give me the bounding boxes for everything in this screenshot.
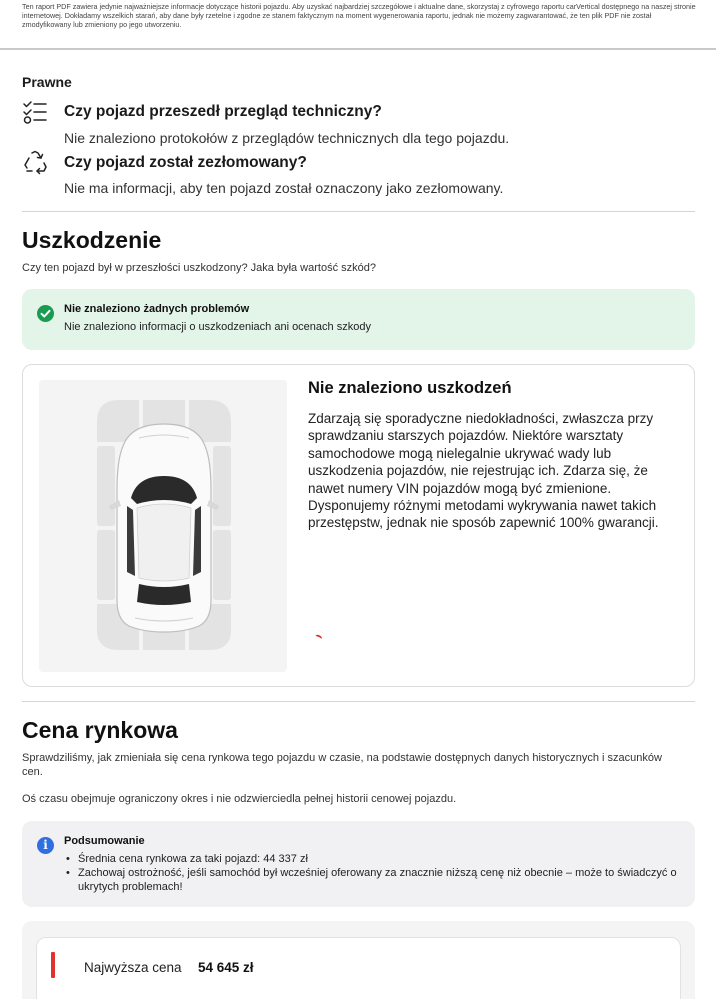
highest-price-label: Najwyższa cena bbox=[84, 960, 182, 975]
summary-title: Podsumowanie bbox=[64, 835, 145, 847]
price-accent-bar bbox=[51, 952, 55, 978]
summary-item-warning: • Zachowaj ostrożność, jeśli samochód był wcześniej oferowany za znacznie niższą cenę niż obecnie – może to świadczyć o ukrytych problemach! bbox=[64, 866, 684, 894]
pdf-disclaimer: Ten raport PDF zawiera jedynie najważniejsze informacje dotyczące historii pojazdu. Aby uzyskać najbardziej szczegółowe i aktualne dane, skorzystaj z cyfrowego raportu carVertical dostępnego na naszej stronie internetowej. Dokładamy wszelkich starań, aby dane były rzetelne i zgodne ze stanem faktycznym na moment wygenerowania raportu, jednak nie możemy zagwarantować, że ten plik PDF nie został zmodyfikowany lub zmieniony po jego utworzeniu. bbox=[22, 2, 696, 30]
inspection-answer: Nie znaleziono protokołów z przeglądów technicznych dla tego pojazdu. bbox=[64, 130, 510, 146]
header-divider bbox=[0, 48, 716, 50]
highest-price-value: 54 645 zł bbox=[198, 960, 254, 975]
summary-box bbox=[22, 821, 695, 907]
checklist-icon bbox=[22, 99, 48, 125]
alert-text: Nie znaleziono informacji o uszkodzeniach ani ocenach szkody bbox=[64, 321, 371, 333]
summary-list bbox=[64, 852, 684, 894]
scrapped-answer: Nie ma informacji, aby ten pojazd został oznaczony jako zezłomowany. bbox=[64, 180, 504, 196]
section-divider bbox=[22, 211, 695, 212]
timeline-note: Oś czasu obejmuje ograniczony okres i nie odzwierciedla pełnej historii cenowej pojazdu. bbox=[22, 793, 457, 805]
damage-section-title: Uszkodzenie bbox=[22, 227, 162, 253]
market-price-title: Cena rynkowa bbox=[22, 717, 178, 743]
section-divider bbox=[22, 701, 695, 702]
alert-title: Nie znaleziono żadnych problemów bbox=[64, 303, 250, 315]
red-mark bbox=[314, 634, 322, 641]
damage-section-subtitle: Czy ten pojazd był w przeszłości uszkodzony? Jaka była wartość szkód? bbox=[22, 262, 376, 274]
recycle-icon bbox=[22, 150, 48, 176]
highest-price-card bbox=[36, 937, 681, 999]
damage-card-text: Zdarzają się sporadyczne niedokładności, zwłaszcza przy sprawdzaniu starszych pojazdów. Niektóre warsztaty samochodowe mogą nielegalnie ukrywać wady lub uszkodzenia pojazdów, nie rejestrując ich. Zdarza się, że nawet numery VIN pojazdów mogą być zmienione. Dysponujemy różnymi metodami wykrywania nawet takich przestępstw, jednak nie sposób zapewnić 100% gwarancji. bbox=[308, 411, 659, 531]
check-circle-icon bbox=[37, 305, 54, 322]
scrapped-question: Czy pojazd został zezłomowany? bbox=[64, 154, 307, 171]
inspection-question: Czy pojazd przeszedł przegląd techniczny? bbox=[64, 103, 382, 120]
car-top-view-illustration bbox=[39, 380, 287, 672]
info-icon: i bbox=[37, 837, 54, 854]
car-diagram bbox=[39, 380, 287, 672]
price-stats-panel bbox=[22, 921, 695, 999]
legal-section-heading: Prawne bbox=[22, 74, 72, 90]
market-price-description: Sprawdziliśmy, jak zmieniała się cena rynkowa tego pojazdu w czasie, na podstawie dostępnych danych historycznych i szacunków cen. bbox=[22, 752, 662, 778]
no-problems-alert bbox=[22, 289, 695, 350]
damage-card-title: Nie znaleziono uszkodzeń bbox=[308, 379, 512, 397]
summary-item-average-price: • Średnia cena rynkowa za taki pojazd: 44 337 zł bbox=[64, 852, 684, 866]
damage-card bbox=[22, 364, 695, 687]
